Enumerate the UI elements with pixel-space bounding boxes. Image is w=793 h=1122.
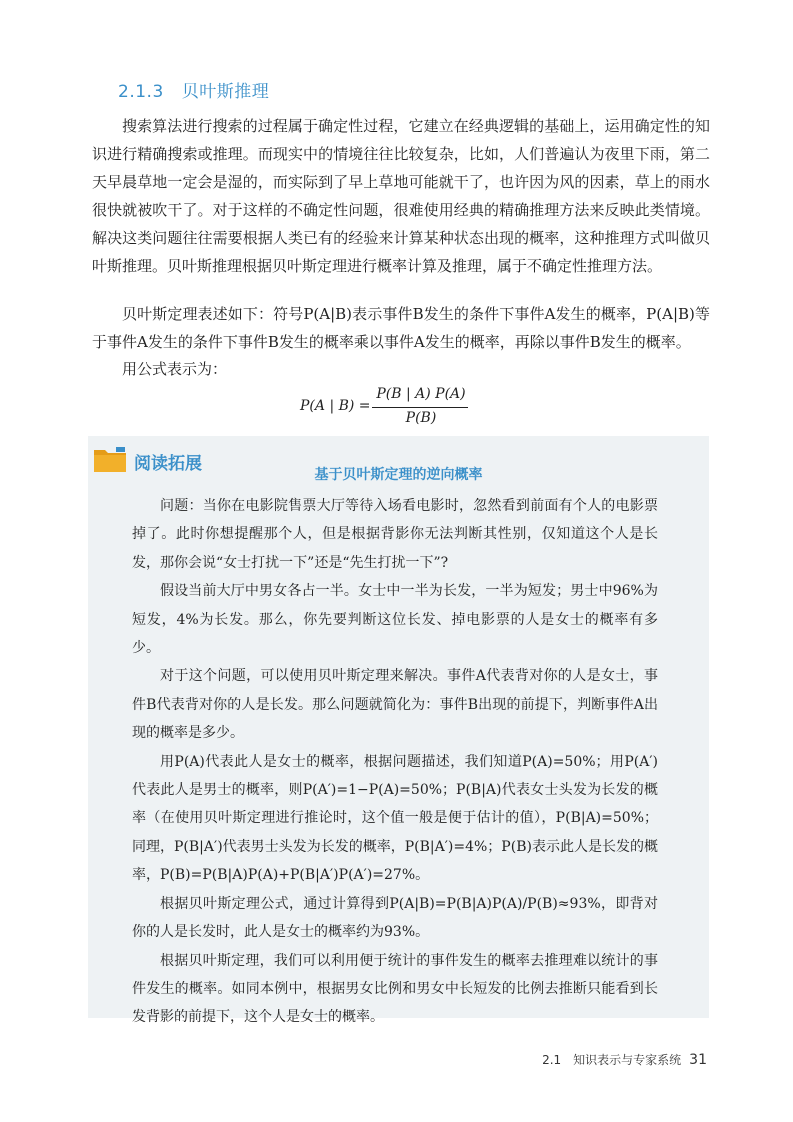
- body-paragraph-2: 贝叶斯定理表述如下：符号P(A|B)表示事件B发生的条件下事件A发生的概率，P(A|B)等于事件A发生的条件下事件B发生的概率乘以事件A发生的概率，再除以事件B发生的概率。: [92, 305, 710, 351]
- formula-lhs: P(A | B) =: [300, 398, 371, 414]
- fraction-bar: [372, 407, 468, 408]
- page-footer: [542, 1051, 707, 1068]
- body-paragraph-3: 用公式表示为：: [122, 360, 228, 378]
- section-title-text: 贝叶斯推理: [181, 82, 270, 102]
- box-paragraph: 用P(A)代表此人是女士的概率，根据问题描述，我们知道P(A)=50%；用P(A′)代表此人是男士的概率，则P(A′)=1−P(A)=50%；P(B|A)代表女士头发为长发的概率（在使用贝叶斯定理进行推论时，这个值一般是便于估计的值），P(B|A)=50%；同理，P(B|A′)代表男士头发为长发的概率，P(B|A′)=4%；P(B)表示此人是长发的概率，P(B)=P(B|A)P(A)+P(B|A′)P(A′)=27%。: [132, 753, 658, 884]
- footer-section: 2.1 知识表示与专家系统: [542, 1053, 682, 1067]
- box-paragraph: 根据贝叶斯定理，我们可以利用便于统计的事件发生的概率去推理难以统计的事件发生的概率。如同本例中，根据男女比例和男女中长短发的比例去推断只能看到长发背影的前提下，这个人是女士的概率。: [132, 952, 658, 1026]
- box-paragraph: 问题：当你在电影院售票大厅等待入场看电影时，忽然看到前面有个人的电影票掉了。此时你想提醒那个人，但是根据背影你无法判断其性别，仅知道这个人是长发，那你会说“女士打扰一下”还是“先生打扰一下”?: [132, 498, 658, 571]
- box-label: 阅读拓展: [134, 454, 202, 474]
- bayes-formula: [300, 386, 490, 434]
- section-title: [118, 77, 269, 102]
- box-paragraph: 对于这个问题，可以使用贝叶斯定理来解决。事件A代表背对你的人是女士，事件B代表背对你的人是长发。那么问题就简化为：事件B出现的前提下，判断事件A出现的概率是多少。: [132, 668, 658, 742]
- formula-denominator: P(B): [405, 410, 437, 426]
- section-number: 2.1.3: [118, 82, 164, 102]
- box-text: [132, 492, 658, 1032]
- page-number: 31: [689, 1052, 707, 1068]
- box-heading: 基于贝叶斯定理的逆向概率: [314, 467, 483, 483]
- box-paragraph: 根据贝叶斯定理公式，通过计算得到P(A|B)=P(B|A)P(A)/P(B)≈93%，即背对你的人是长发时，此人是女士的概率约为93%。: [132, 895, 658, 941]
- box-paragraph: 假设当前大厅中男女各占一半。女士中一半为长发，一半为短发；男士中96%为短发，4%为长发。那么，你先要判断这位长发、掉电影票的人是女士的概率有多少。: [132, 583, 658, 657]
- reading-extension-box: [88, 436, 709, 1026]
- formula-numerator: P(B | A) P(A): [376, 386, 466, 402]
- body-paragraph-1: 搜索算法进行搜索的过程属于确定性过程，它建立在经典逻辑的基础上，运用确定性的知识进行精确搜索或推理。而现实中的情境往往比较复杂，比如，人们普遍认为夜里下雨，第二天早晨草地一定会是湿的，而实际到了早上草地可能就干了，也许因为风的因素，草上的雨水很快就被吹干了。对于这样的不确定性问题，很难使用经典的精确推理方法来反映此类情境。解决这类问题往往需要根据人类已有的经验来计算某种状态出现的概率，这种推理方式叫做贝叶斯推理。贝叶斯推理根据贝叶斯定理进行概率计算及推理，属于不确定性推理方法。: [92, 117, 710, 275]
